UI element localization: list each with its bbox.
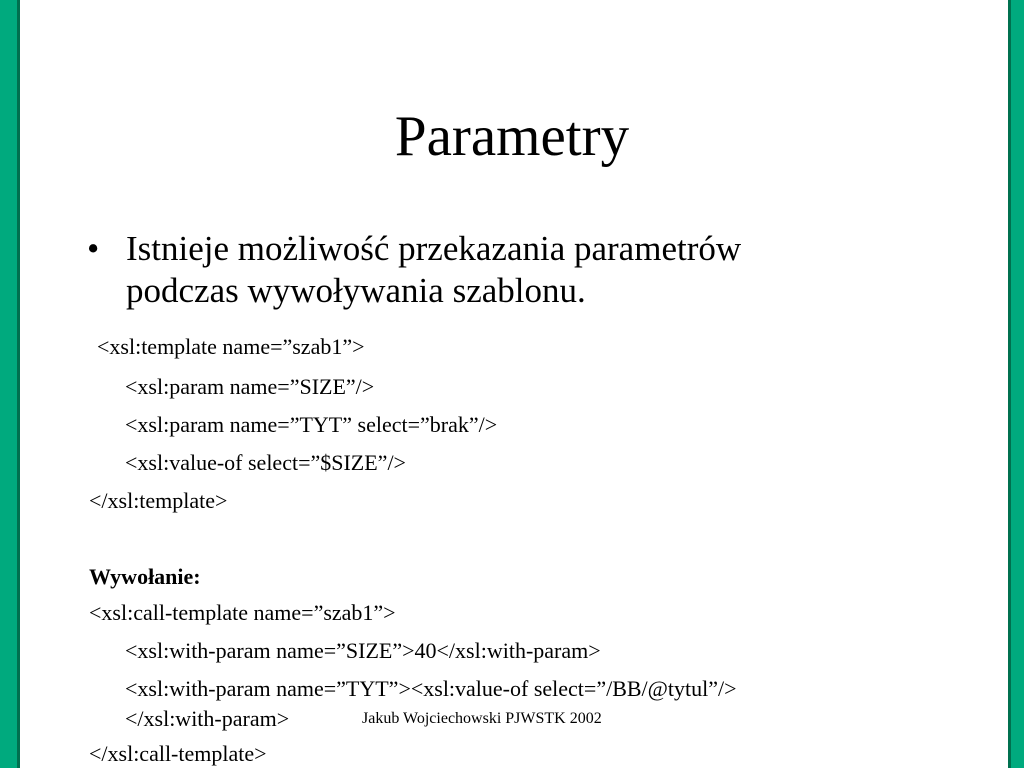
code-value-of: <xsl:value-of select=”$SIZE”/> <box>125 450 406 475</box>
bullet-item <box>87 228 887 312</box>
bullet-line-1: Istnieje możliwość przekazania parametrów <box>126 229 742 268</box>
code-with-param-close: </xsl:with-param> <box>125 706 290 731</box>
code-call-close: </xsl:call-template> <box>89 741 267 766</box>
slide-footer: Jakub Wojciechowski PJWSTK 2002 <box>362 710 602 727</box>
code-template-open: <xsl:template name=”szab1”> <box>97 334 365 359</box>
code-with-param-tyt: <xsl:with-param name=”TYT”><xsl:value-of select=”/BB/@tytul”/> <box>125 676 737 701</box>
slide-title: Parametry <box>394 105 630 168</box>
code-template-close: </xsl:template> <box>89 488 228 513</box>
code-param-size: <xsl:param name=”SIZE”/> <box>125 374 375 399</box>
bullet-line-2: podczas wywoływania szablonu. <box>126 271 586 310</box>
code-call-open: <xsl:call-template name=”szab1”> <box>89 600 396 625</box>
code-with-param-size: <xsl:with-param name=”SIZE”>40</xsl:with-param> <box>125 638 601 663</box>
call-heading: Wywołanie: <box>89 564 201 589</box>
bullet-dot-icon: • <box>87 229 100 268</box>
bullet-text <box>126 228 887 312</box>
code-param-tyt: <xsl:param name=”TYT” select=”brak”/> <box>125 412 498 437</box>
